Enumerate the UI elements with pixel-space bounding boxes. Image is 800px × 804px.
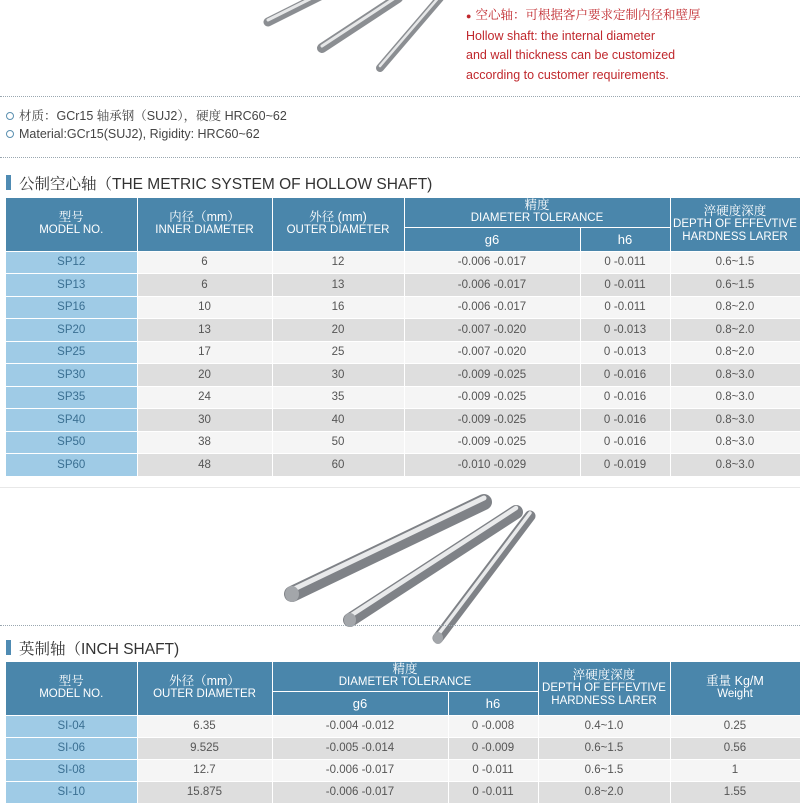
cell-h6: 0 -0.019	[580, 454, 670, 477]
cell-model: SP40	[6, 409, 137, 432]
circle-bullet-icon	[6, 130, 14, 138]
cell-outer: 13	[272, 274, 404, 297]
cell-outer: 16	[272, 296, 404, 319]
cell-inner: 10	[137, 296, 272, 319]
cell-weight: 1.55	[670, 781, 800, 803]
table-row	[6, 341, 800, 364]
divider	[0, 157, 800, 158]
table-row	[6, 737, 800, 759]
cell-outer: 60	[272, 454, 404, 477]
header-outer-diameter: 外径（mm） OUTER DIAMETER	[137, 662, 272, 715]
cell-model: SP20	[6, 319, 137, 342]
divider	[0, 487, 800, 488]
cell-depth: 0.6~1.5	[670, 274, 800, 297]
cell-outer: 25	[272, 341, 404, 364]
metric-section-title	[6, 172, 432, 194]
hollow-note-title: 空心轴：可根据客户要求定制内径和壁厚	[475, 8, 701, 22]
material-cn-text: 材质：GCr15 轴承钢（SUJ2），硬度 HRC60~62	[19, 109, 287, 123]
cell-weight: 0.25	[670, 715, 800, 737]
table-row	[6, 364, 800, 387]
cell-g6: -0.009 -0.025	[404, 386, 580, 409]
cell-model: SI-10	[6, 781, 137, 803]
cell-depth: 0.8~3.0	[670, 386, 800, 409]
header-h6: h6	[448, 691, 538, 715]
cell-depth: 0.8~2.0	[670, 296, 800, 319]
cell-inner: 13	[137, 319, 272, 342]
cell-inner: 48	[137, 454, 272, 477]
cell-g6: -0.004 -0.012	[272, 715, 448, 737]
inch-table-body	[6, 715, 800, 803]
inch-section-title	[6, 637, 179, 659]
cell-model: SP35	[6, 386, 137, 409]
cell-h6: 0 -0.013	[580, 341, 670, 364]
inch-section-title-text: 英制轴（INCH SHAFT)	[19, 641, 180, 658]
cell-h6: 0 -0.016	[580, 364, 670, 387]
metric-section-title-text: 公制空心轴（THE METRIC SYSTEM OF HOLLOW SHAFT)	[19, 176, 433, 193]
cell-outer: 6.35	[137, 715, 272, 737]
cell-g6: -0.009 -0.025	[404, 364, 580, 387]
shaft-image-top	[268, 0, 440, 68]
cell-depth: 0.6~1.5	[670, 251, 800, 274]
cell-inner: 20	[137, 364, 272, 387]
table-row	[6, 251, 800, 274]
cell-model: SI-06	[6, 737, 137, 759]
cell-depth: 0.8~2.0	[538, 781, 670, 803]
section-bar-icon	[6, 175, 11, 190]
table-row	[6, 715, 800, 737]
cell-outer: 9.525	[137, 737, 272, 759]
cell-g6: -0.009 -0.025	[404, 431, 580, 454]
cell-outer: 15.875	[137, 781, 272, 803]
table-row	[6, 296, 800, 319]
header-diameter-tolerance: 精度 DIAMETER TOLERANCE	[404, 198, 670, 227]
cell-g6: -0.006 -0.017	[272, 759, 448, 781]
divider	[0, 96, 800, 97]
cell-outer: 12.7	[137, 759, 272, 781]
hollow-note-line-1: Hollow shaft: the internal diameter	[466, 28, 655, 43]
cell-model: SP13	[6, 274, 137, 297]
cell-g6: -0.007 -0.020	[404, 319, 580, 342]
cell-h6: 0 -0.011	[580, 274, 670, 297]
table-row	[6, 409, 800, 432]
cell-g6: -0.005 -0.014	[272, 737, 448, 759]
cell-h6: 0 -0.013	[580, 319, 670, 342]
hollow-note-line-3: according to customer requirements.	[466, 67, 669, 82]
cell-outer: 40	[272, 409, 404, 432]
cell-h6: 0 -0.009	[448, 737, 538, 759]
header-inner-diameter: 内径（mm） INNER DIAMETER	[137, 198, 272, 251]
table-row	[6, 759, 800, 781]
cell-model: SP25	[6, 341, 137, 364]
bullet-dot-icon: ●	[466, 11, 472, 21]
cell-depth: 0.8~3.0	[670, 454, 800, 477]
cell-g6: -0.009 -0.025	[404, 409, 580, 432]
cell-model: SP16	[6, 296, 137, 319]
material-line-en	[6, 127, 260, 141]
cell-g6: -0.006 -0.017	[404, 296, 580, 319]
cell-h6: 0 -0.011	[580, 251, 670, 274]
material-line-cn	[6, 106, 287, 124]
cell-model: SP60	[6, 454, 137, 477]
cell-depth: 0.6~1.5	[538, 737, 670, 759]
cell-depth: 0.8~2.0	[670, 319, 800, 342]
shaft-image-middle	[285, 498, 530, 644]
cell-depth: 0.8~3.0	[670, 431, 800, 454]
header-outer-diameter: 外径 (mm) OUTER DIAMETER	[272, 198, 404, 251]
cell-inner: 30	[137, 409, 272, 432]
hollow-shaft-note	[466, 6, 796, 85]
material-en-text: Material:GCr15(SUJ2), Rigidity: HRC60~62	[19, 127, 260, 141]
cell-outer: 50	[272, 431, 404, 454]
header-g6: g6	[404, 227, 580, 251]
inch-shaft-table	[6, 662, 800, 804]
cell-model: SP12	[6, 251, 137, 274]
cell-h6: 0 -0.016	[580, 409, 670, 432]
table-row	[6, 274, 800, 297]
metric-table-body	[6, 251, 800, 476]
cell-outer: 12	[272, 251, 404, 274]
header-g6: g6	[272, 691, 448, 715]
cell-h6: 0 -0.011	[580, 296, 670, 319]
cell-inner: 38	[137, 431, 272, 454]
cell-g6: -0.006 -0.017	[404, 274, 580, 297]
cell-depth: 0.6~1.5	[538, 759, 670, 781]
cell-depth: 0.8~3.0	[670, 409, 800, 432]
cell-depth: 0.8~2.0	[670, 341, 800, 364]
header-model: 型号 MODEL NO.	[6, 198, 137, 251]
cell-g6: -0.006 -0.017	[272, 781, 448, 803]
divider	[0, 625, 800, 626]
cell-h6: 0 -0.016	[580, 431, 670, 454]
circle-bullet-icon	[6, 112, 14, 120]
cell-depth: 0.4~1.0	[538, 715, 670, 737]
header-hardness-depth: 淬硬度深度 DEPTH OF EFFEVTIVE HARDNESS LARER	[538, 662, 670, 715]
cell-weight: 1	[670, 759, 800, 781]
cell-outer: 20	[272, 319, 404, 342]
cell-h6: 0 -0.008	[448, 715, 538, 737]
header-model: 型号 MODEL NO.	[6, 662, 137, 715]
cell-h6: 0 -0.011	[448, 759, 538, 781]
cell-model: SP50	[6, 431, 137, 454]
cell-weight: 0.56	[670, 737, 800, 759]
cell-inner: 6	[137, 274, 272, 297]
header-weight: 重量 Kg/M Weight	[670, 662, 800, 715]
table-row	[6, 319, 800, 342]
table-row	[6, 386, 800, 409]
cell-inner: 17	[137, 341, 272, 364]
table-row	[6, 454, 800, 477]
cell-model: SP30	[6, 364, 137, 387]
cell-model: SI-08	[6, 759, 137, 781]
header-h6: h6	[580, 227, 670, 251]
cell-outer: 35	[272, 386, 404, 409]
cell-inner: 6	[137, 251, 272, 274]
table-row	[6, 431, 800, 454]
cell-model: SI-04	[6, 715, 137, 737]
cell-inner: 24	[137, 386, 272, 409]
cell-outer: 30	[272, 364, 404, 387]
cell-g6: -0.007 -0.020	[404, 341, 580, 364]
section-bar-icon	[6, 640, 11, 655]
cell-h6: 0 -0.011	[448, 781, 538, 803]
hollow-note-line-2: and wall thickness can be customized	[466, 48, 676, 62]
cell-g6: -0.010 -0.029	[404, 454, 580, 477]
cell-depth: 0.8~3.0	[670, 364, 800, 387]
cell-h6: 0 -0.016	[580, 386, 670, 409]
cell-g6: -0.006 -0.017	[404, 251, 580, 274]
header-hardness-depth: 淬硬度深度 DEPTH OF EFFEVTIVE HARDNESS LARER	[670, 198, 800, 251]
header-diameter-tolerance: 精度 DIAMETER TOLERANCE	[272, 662, 538, 691]
metric-hollow-shaft-table	[6, 198, 800, 477]
